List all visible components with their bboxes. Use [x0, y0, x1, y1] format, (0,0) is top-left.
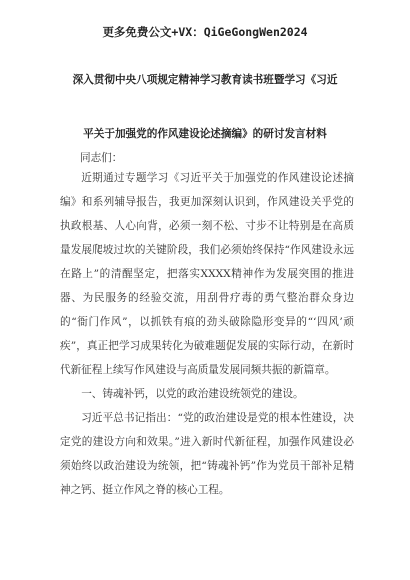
salutation: 同志们： — [80, 152, 123, 164]
document-title-line-1: 深入贯彻中央八项规定精神学习教育读书班暨学习《习近 — [72, 74, 338, 86]
section-heading-1: 一、铸魂补钙，以党的政治建设统领党的建设。 — [81, 388, 304, 400]
body-paragraph-1: 近期通过专题学习《习近平关于加强党的作风建设论述摘编》和系列辅导报告，我更加深刻认识到，作风建设关乎党的执政根基、人心向背，必须一刻不松、寸步不让特别是在高质量发展爬坡过坎的关键阶段，我们必须始终保持“作风建设永远在路上”的清醒坚定，把落实XXXX精神作为发展突围的推进器、为民服务的经验交流，用刮骨疗毒的勇气整治群众身边的“衙门作风”，以抓铁有痕的劲头破除隐形变异的“‘四风’顽疾”，真正把学习成果转化为破难题促发展的实际行动，在新时代新征程上续写作风建设与高质量发展同频共振的新篇章。 — [60, 172, 354, 376]
document-body — [60, 166, 354, 502]
body-paragraph-2: 习近平总书记指出：“党的政治建设是党的根本性建设，决定党的建设方向和效果。”进入新时代新征程，加强作风建设必须始终以政治建设为统领，把“铸魂补钙”作为党员干部补足精神之钙、挺立作风之脊的核心工程。 — [60, 412, 354, 496]
document-title-line-2: 平关于加强党的作风建设论述摘编》的研讨发言材料 — [83, 128, 327, 140]
promo-header: 更多免费公文+VX：QiGeGongWen2024 — [102, 25, 308, 39]
